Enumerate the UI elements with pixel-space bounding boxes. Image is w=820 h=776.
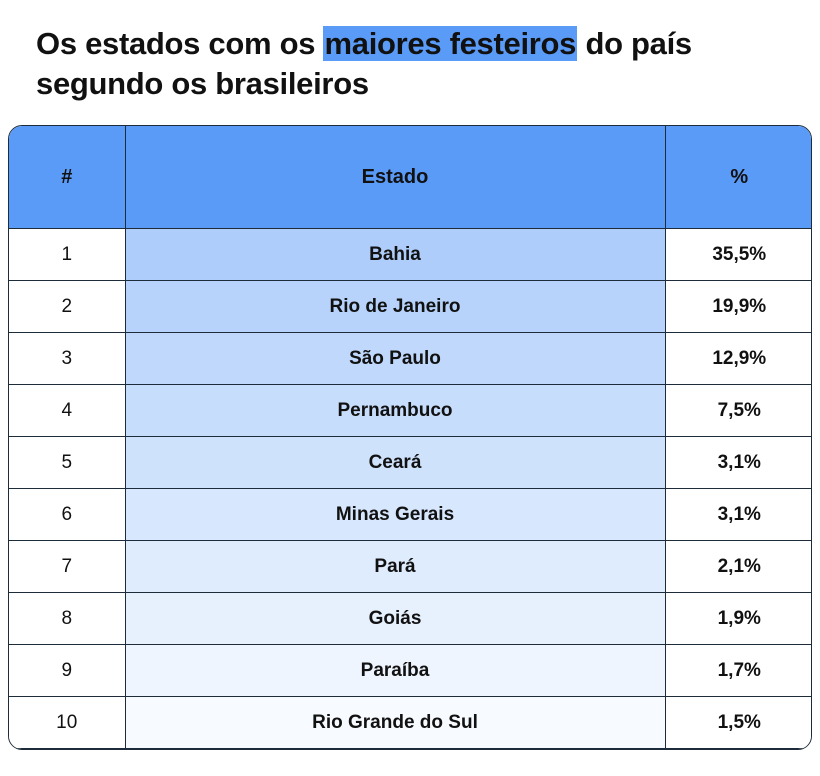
cell-rank: 5 [9,437,125,489]
table-header-row [9,126,812,229]
cell-percent: 12,9% [665,333,812,385]
cell-state: Bahia [125,229,665,281]
cell-rank: 7 [9,541,125,593]
page-title [36,24,786,103]
title-text-after: do país segundo os brasileiros [36,26,692,101]
cell-percent: 35,5% [665,229,812,281]
table-row [9,385,812,437]
cell-state: Minas Gerais [125,489,665,541]
cell-state: Rio Grande do Sul [125,697,665,749]
column-header-rank: # [9,126,125,229]
table-body [9,229,812,749]
table-row [9,541,812,593]
cell-rank: 10 [9,697,125,749]
cell-state: Pará [125,541,665,593]
cell-rank: 1 [9,229,125,281]
table-header [9,126,812,229]
cell-state: Goiás [125,593,665,645]
column-header-state: Estado [125,126,665,229]
ranking-table-container [8,125,812,750]
cell-percent: 2,1% [665,541,812,593]
table-row [9,437,812,489]
table-row [9,333,812,385]
cell-state: Ceará [125,437,665,489]
title-highlight: maiores festeiros [324,26,577,61]
cell-rank: 4 [9,385,125,437]
cell-percent: 1,7% [665,645,812,697]
cell-percent: 7,5% [665,385,812,437]
cell-rank: 2 [9,281,125,333]
table-row [9,281,812,333]
table-row [9,489,812,541]
cell-percent: 3,1% [665,437,812,489]
cell-state: São Paulo [125,333,665,385]
table-row [9,593,812,645]
cell-state: Rio de Janeiro [125,281,665,333]
cell-percent: 1,5% [665,697,812,749]
title-block [0,0,820,103]
cell-rank: 3 [9,333,125,385]
cell-state: Paraíba [125,645,665,697]
cell-percent: 19,9% [665,281,812,333]
ranking-table [9,126,812,749]
cell-rank: 9 [9,645,125,697]
cell-rank: 8 [9,593,125,645]
cell-rank: 6 [9,489,125,541]
cell-state: Pernambuco [125,385,665,437]
table-row [9,697,812,749]
cell-percent: 3,1% [665,489,812,541]
title-text-before: Os estados com os [36,26,324,61]
table-row [9,229,812,281]
table-row [9,645,812,697]
cell-percent: 1,9% [665,593,812,645]
column-header-percent: % [665,126,812,229]
